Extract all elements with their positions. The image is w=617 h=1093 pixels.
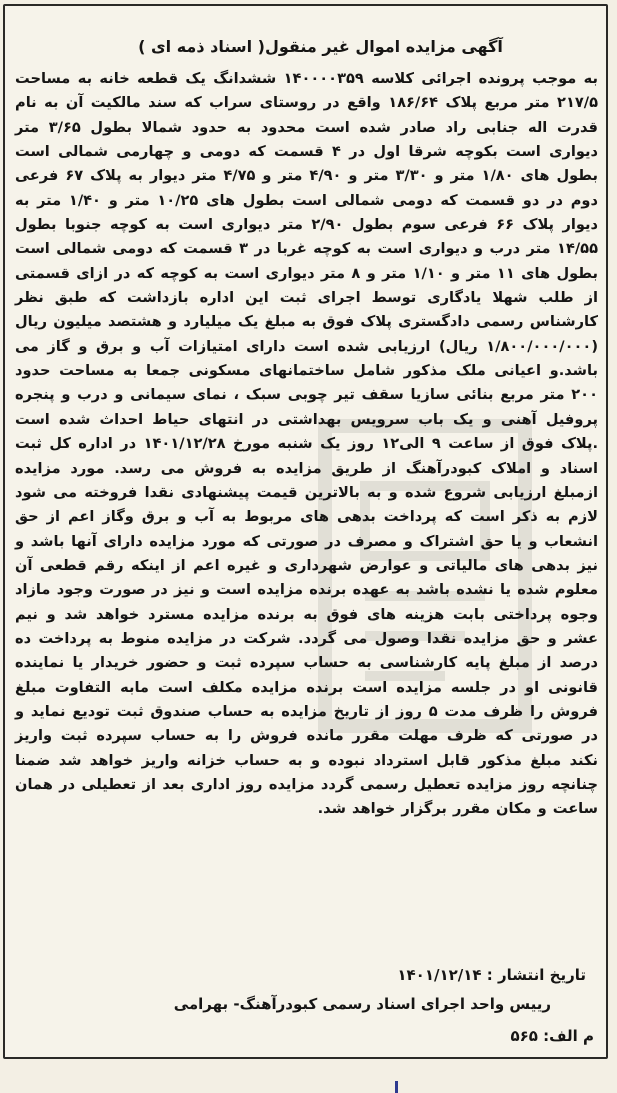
publication-date: تاریخ انتشار : ۱۴۰۱/۱۲/۱۴ — [397, 966, 586, 984]
notice-title: آگهی مزایده اموال غیر منقول( اسناد ذمه ای ) — [138, 37, 503, 56]
auction-notice — [3, 4, 608, 1059]
reference-code: م الف: ۵۶۵ — [510, 1027, 594, 1045]
notice-body: به موجب پرونده اجرائی کلاسه ۱۴۰۰۰۰۳۵۹ ششدانگ یک قطعه خانه به مساحت ۲۱۷/۵ متر مربع پلاک ۱۸۶/۶۴ واقع در روستای سراب که سند مالکیت آن به نام قدرت اله جنابی راد صادر شده است محدود به حدود شمالا بطول ۳/۶۵ متر دیواری است بکوچه شرقا اول در ۴ قسمت که دومی و چهارمی شمالی است بطول های ۱/۸۰ متر و ۳/۳۰ متر و ۴/۹۰ متر و ۴/۷۵ متر دیوار به پلاک ۶۷ فرعی دوم در دو قسمت که دومی شمالی است بطول های ۱۰/۲۵ متر و ۱/۴۰ متر به دیوار پلاک ۶۶ فرعی سوم بطول ۲/۹۰ متر دیواری است به کوچه جنوبا بطول ۱۴/۵۵ متر درب و دیواری است به کوچه غربا در ۳ قسمت که دومی شمالی است بطول های ۱۱ متر و ۱/۱۰ متر و ۸ متر دیواری است به کوچه که در ازای قسمتی از طلب شهلا یادگاری توسط اجرای ثبت این اداره بازداشت که طبق نظر کارشناس رسمی دادگستری پلاک فوق به مبلغ یک میلیارد و هشتصد میلیون ریال (۱/۸۰۰/۰۰۰/۰۰۰ ریال) ارزیابی شده است دارای امتیازات آب و برق و گاز می باشد.و اعیانی ملک مذکور شامل ساختمانهای مسکونی جمعا به مساحت حدود ۲۰۰ متر مربع بنائی سازیا سقف تیر چوبی سبک ، نمای سیمانی و درب و پنجره پروفیل آهنی و یک باب سرویس بهداشتی در انتهای حیاط احداث شده است .پلاک فوق از ساعت ۹ الی۱۲ روز یک شنبه مورخ ۱۴۰۱/۱۲/۲۸ در اداره کل ثبت اسناد و املاک کبودرآهنگ از طریق مزایده به فروش می رسد. مورد مزایده ازمبلغ ارزیابی شروع شده و به بالاترین قیمت پیشنهادی نقدا فروخته می شود لازم به ذکر است که پرداخت بدهی های مربوط به آب و برق وگاز اعم از حق انشعاب و یا حق اشتراک و مصرف در صورتی که مورد مزایده دارای آنها باشد و نیز بدهی های مالیاتی و عوارض شهرداری و غیره اعم از اینکه رقم قطعی آن معلوم شده یا نشده باشد به عهده برنده مزایده است و نیز در صورت وجود مازاد وجوه پرداختی بابت هزینه های فوق به برنده مزایده مسترد خواهد شد و نیم عشر و حق مزایده نقدا وصول می گردد. شرکت در مزایده منوط به پرداخت ده درصد از مبلغ پایه کارشناسی به حساب سپرده ثبت و حضور خریدار یا نماینده قانونی او در جلسه مزایده است برنده مزایده مکلف است مابه التفاوت مبلغ فروش را ظرف مدت ۵ روز از تاریخ مزایده به حساب صندوق ثبت تودیع نماید و در صورتی که ظرف مهلت مقرر مانده فروش را به حساب سپرده ثبت واریز نکند مبلغ مذکور قابل استرداد نبوده و به حساب خزانه واریز خواهد شد ضمنا چنانچه روز مزایده تعطیل رسمی گردد مزایده روز اداری بعد از تعطیلی در همان ساعت و مکان مقرر برگزار خواهد شد. — [15, 70, 599, 818]
edge-mark — [395, 1081, 398, 1093]
signature-line: رییس واحد اجرای اسناد رسمی کبودرآهنگ- بهرامی — [173, 995, 551, 1013]
